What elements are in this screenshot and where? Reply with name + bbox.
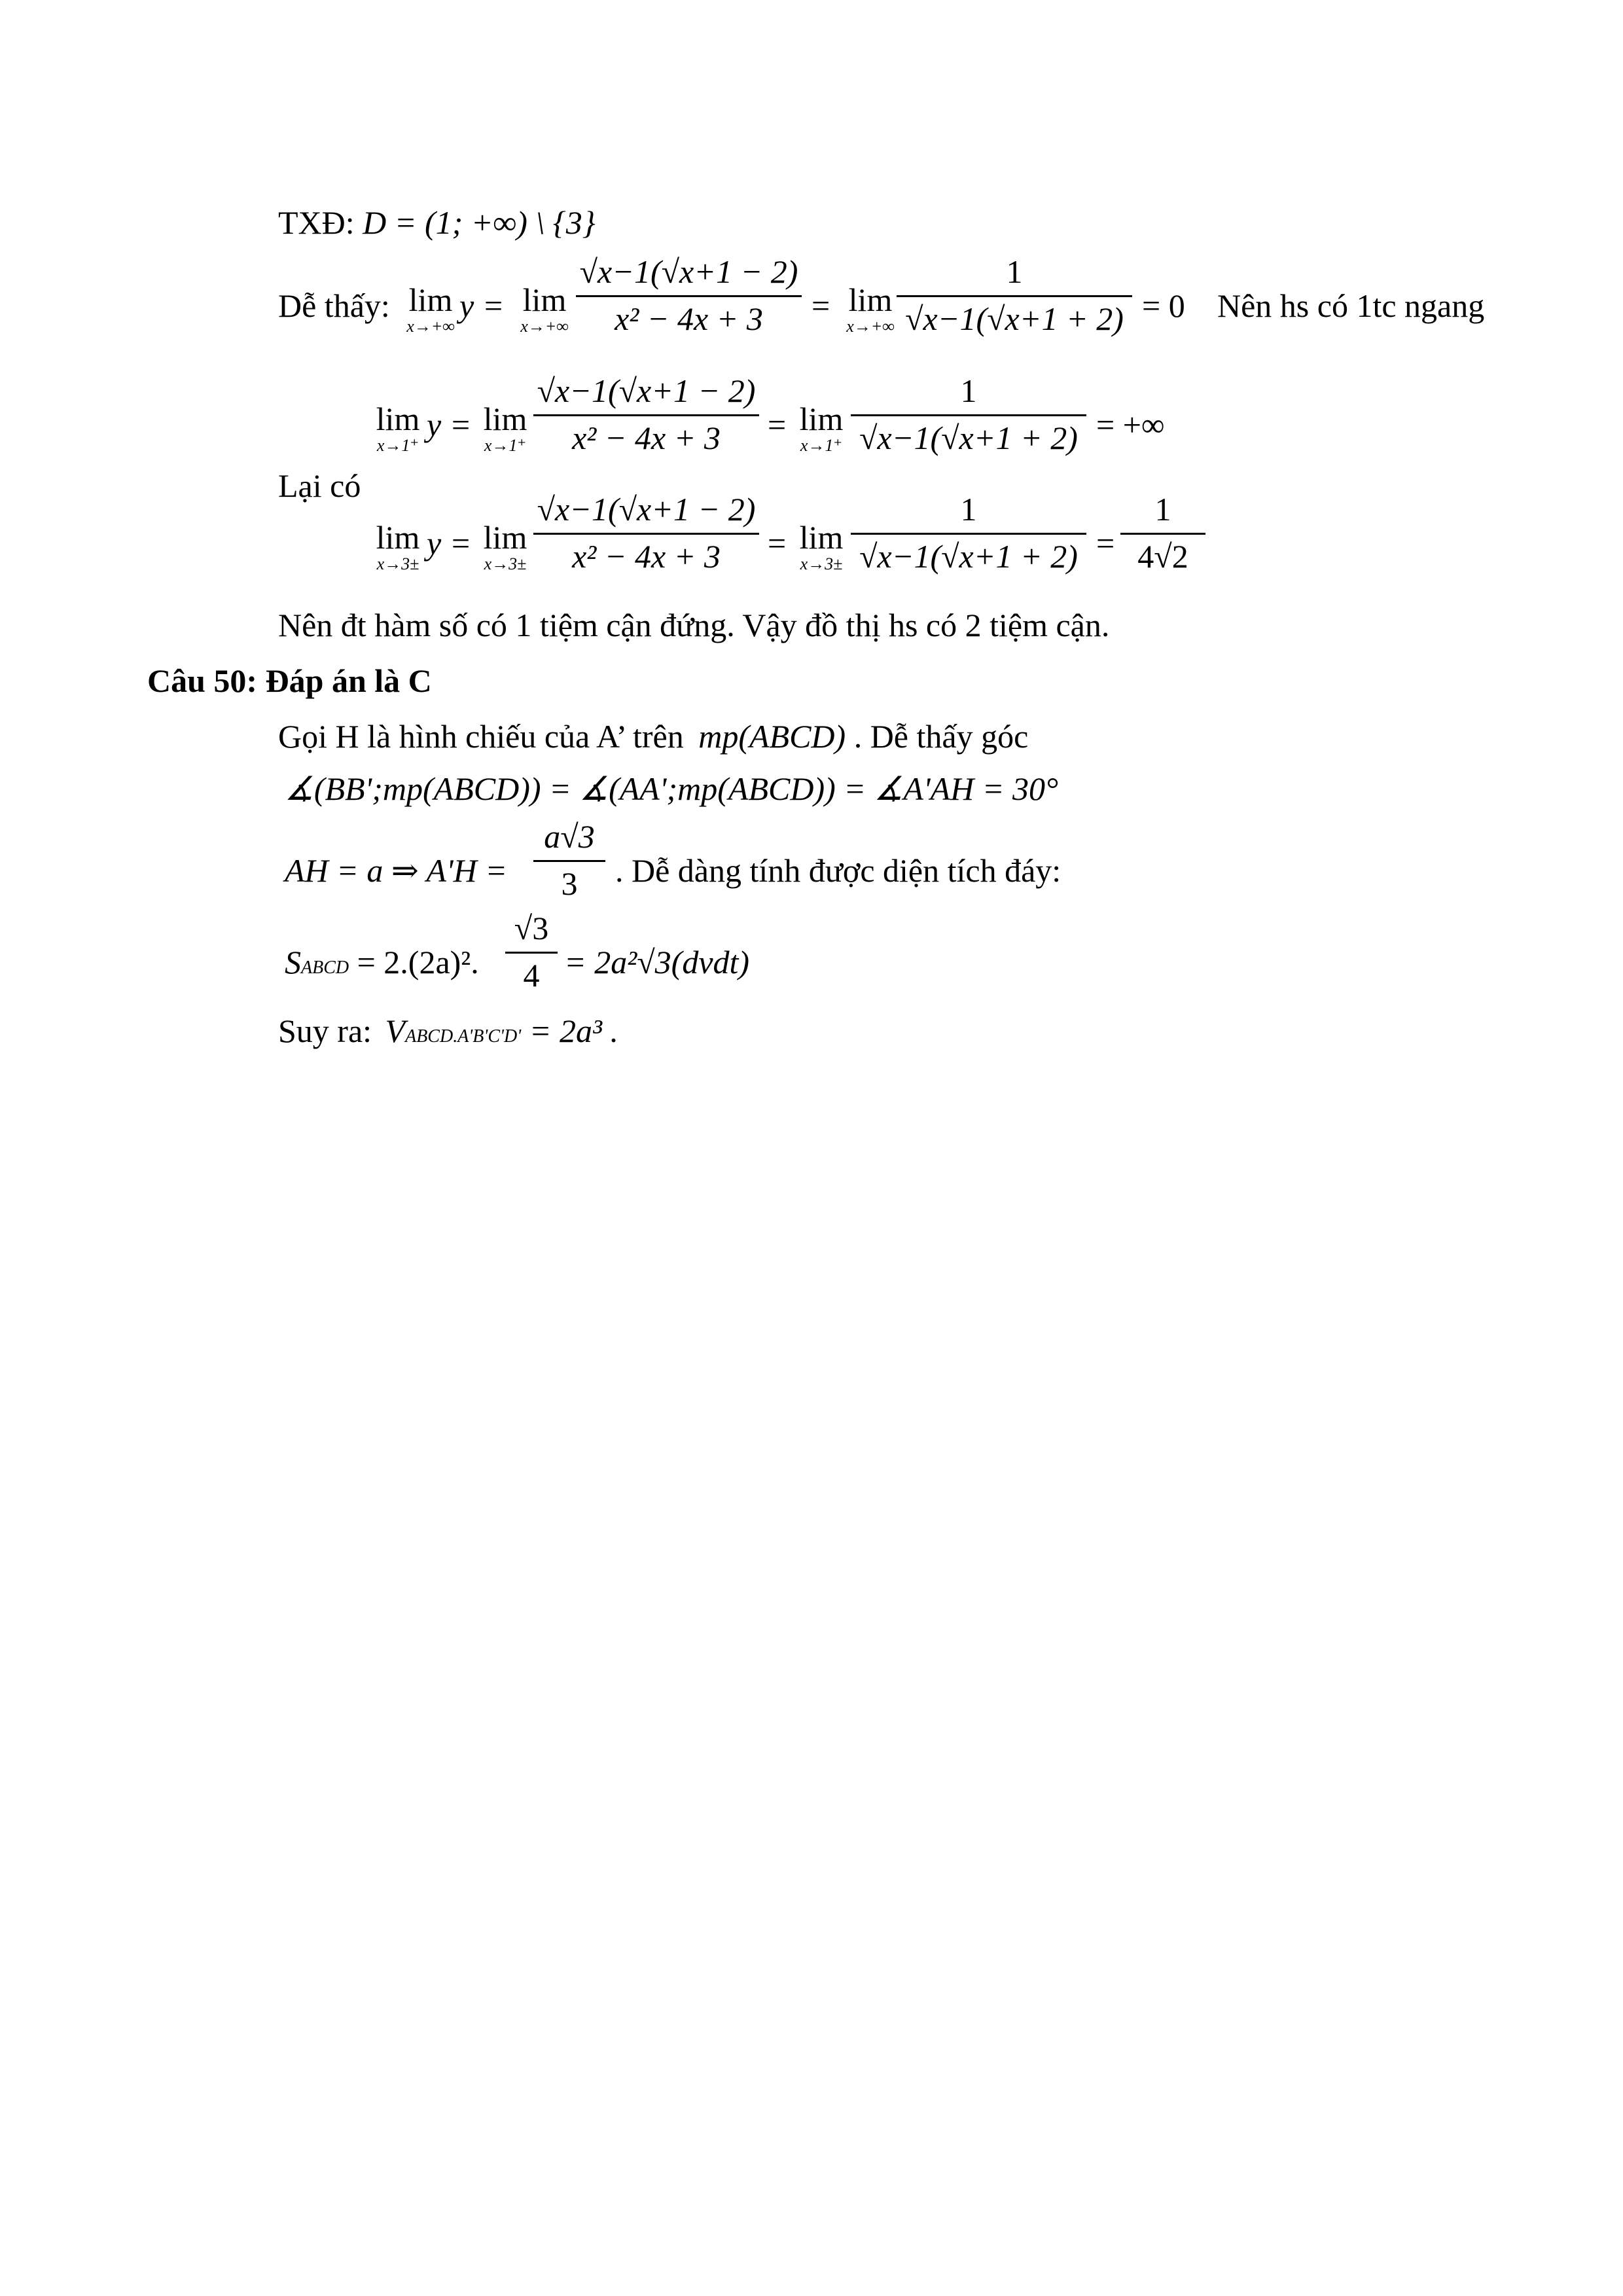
lim-word: lim xyxy=(408,281,453,318)
fraction-bar xyxy=(533,414,759,416)
lai-co-label: Lại có xyxy=(278,467,361,504)
lim-word: lim xyxy=(483,401,527,437)
fraction-bar xyxy=(576,295,802,297)
question-heading: Câu 50: Đáp án là C xyxy=(147,662,432,699)
fraction-bar xyxy=(533,533,759,535)
denominator: √x−1(√x+1 + 2) xyxy=(859,420,1078,456)
equals: = xyxy=(768,525,787,562)
denominator: 4 xyxy=(523,957,540,994)
fraction-1-a xyxy=(533,371,759,463)
goi-h-tail: . Dễ thấy góc xyxy=(853,718,1029,755)
lim-under: x→+∞ xyxy=(846,317,895,336)
fraction-bar xyxy=(505,952,558,954)
fraction-3-result xyxy=(1120,490,1205,581)
numerator: a√3 xyxy=(544,818,595,855)
s-mid: = 2.(2a)². xyxy=(357,944,479,980)
fraction-bar xyxy=(533,860,605,862)
lim-1-b xyxy=(466,401,544,454)
numerator: √x−1(√x+1 − 2) xyxy=(537,491,756,528)
v-symbol: V xyxy=(385,1013,406,1049)
lim-under: x→+∞ xyxy=(520,317,569,336)
lim-inf-1 xyxy=(391,281,470,335)
lim-word: lim xyxy=(848,281,893,318)
ah-fraction xyxy=(533,817,605,908)
numerator: 1 xyxy=(1006,253,1023,290)
note-horizontal-asymptote: Nên hs có 1tc ngang xyxy=(1217,287,1485,324)
lim-under: x→+∞ xyxy=(406,317,455,336)
result-1: = +∞ xyxy=(1096,406,1165,443)
lim-under: x→1⁺ xyxy=(484,436,527,455)
equals: = xyxy=(768,406,787,443)
s-symbol: S xyxy=(285,944,301,980)
lim-inf-2 xyxy=(505,281,584,335)
lim-word: lim xyxy=(483,519,527,556)
lim-word: lim xyxy=(376,519,420,556)
numerator: 1 xyxy=(1154,491,1171,528)
lim-3-a xyxy=(359,519,437,573)
lim-3-c xyxy=(782,519,861,573)
fraction-bar xyxy=(1120,533,1205,535)
fraction-3-a xyxy=(533,490,759,581)
denominator: √x−1(√x+1 + 2) xyxy=(905,300,1124,337)
fraction-bar xyxy=(851,533,1086,535)
denominator: x² − 4x + 3 xyxy=(572,420,721,456)
numerator: √x−1(√x+1 − 2) xyxy=(579,253,798,290)
denominator: 4√2 xyxy=(1137,538,1188,575)
fraction-bar xyxy=(897,295,1132,297)
lim-word: lim xyxy=(799,519,844,556)
de-thay-label: Dễ thấy: xyxy=(278,287,390,324)
lim-1-a xyxy=(359,401,437,454)
denominator: √x−1(√x+1 + 2) xyxy=(859,538,1078,575)
numerator: √3 xyxy=(514,910,549,946)
txd-label: TXĐ: xyxy=(278,204,355,241)
lim-word: lim xyxy=(522,281,567,318)
lim-1-c xyxy=(782,401,861,454)
fraction-1-b xyxy=(851,371,1086,469)
volume-label: Suy ra: xyxy=(278,1013,372,1049)
y-eq: y = xyxy=(427,406,472,443)
fraction-3-b xyxy=(851,490,1086,588)
area-fraction xyxy=(505,908,558,1000)
volume-result: = 2a³ . xyxy=(529,1013,618,1049)
volume-line xyxy=(278,1011,618,1056)
lim-under: x→1⁺ xyxy=(376,436,419,455)
ah-equation: AH = a ⇒ A'H = xyxy=(285,852,507,889)
fraction-inf-a xyxy=(576,252,802,344)
equals: = xyxy=(812,287,830,324)
txd-formula: D = (1; +∞) \ {3} xyxy=(363,204,596,241)
denominator: x² − 4x + 3 xyxy=(572,538,721,575)
result-inf: = 0 xyxy=(1142,287,1185,324)
s-subscript: ABCD xyxy=(301,958,349,978)
numerator: 1 xyxy=(960,491,977,528)
goi-h-line xyxy=(278,717,1028,756)
ah-tail: . Dễ dàng tính được diện tích đáy: xyxy=(615,852,1061,889)
denominator: 3 xyxy=(561,865,578,902)
lim-under: x→1⁺ xyxy=(800,436,843,455)
v-subscript: ABCD.A'B'C'D' xyxy=(405,1026,522,1047)
goi-h-text: Gọi H là hình chiếu của A’ trên xyxy=(278,718,684,755)
area-result: = 2a²√3(dvdt) xyxy=(564,944,750,980)
fraction-inf-b xyxy=(897,252,1132,350)
lim-under: x→3± xyxy=(376,554,419,573)
lim-word: lim xyxy=(376,401,420,437)
numerator: 1 xyxy=(960,372,977,409)
txd-line xyxy=(278,203,596,242)
goi-h-math: mp(ABCD) xyxy=(698,718,846,755)
y-eq: y = xyxy=(427,525,472,562)
y-eq: y = xyxy=(459,287,505,324)
lim-under: x→3± xyxy=(484,554,527,573)
fraction-bar xyxy=(851,414,1086,416)
denominator: x² − 4x + 3 xyxy=(615,300,763,337)
numerator: √x−1(√x+1 − 2) xyxy=(537,372,756,409)
lim-3-b xyxy=(466,519,544,573)
area-equation xyxy=(285,942,479,988)
conclusion-text: Nên đt hàm số có 1 tiệm cận đứng. Vậy đồ thị hs có 2 tiệm cận. xyxy=(278,607,1110,643)
lim-word: lim xyxy=(799,401,844,437)
lim-under: x→3± xyxy=(800,554,843,573)
angle-equation: ∡(BB';mp(ABCD)) = ∡(AA';mp(ABCD)) = ∡A'AH = 30° xyxy=(285,770,1058,807)
equals: = xyxy=(1096,525,1115,562)
